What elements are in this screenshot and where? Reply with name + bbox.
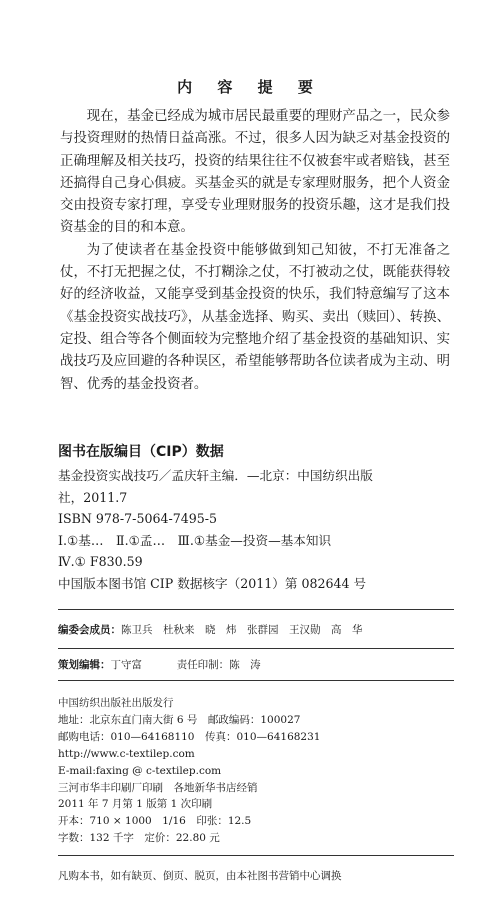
publisher-line: 三河市华丰印刷厂印刷 各地新华书店经销 xyxy=(58,781,258,794)
divider xyxy=(58,680,454,681)
planning-editor-name: 丁守富 xyxy=(110,659,142,671)
planning-editor-label: 策划编辑： xyxy=(58,659,111,671)
summary-paragraph: 为了使读者在基金投资中能够做到知己知彼，不打无准备之仗，不打无把握之仗，不打糊涂之仗，不打被动之仗，既能获得较好的经济收益，又能享受到基金投资的快乐，我们特意编写了这本《基金投资实战技巧》，从基金选择、购买、卖出（赎回）、转换、定投、组合等各个侧面较为完整地介绍了基金投资的基础知识、实战技巧及应回避的各种误区，希望能够帮助各位读者成为主动、明智、优秀的基金投资者。 xyxy=(60,242,450,392)
cip-line: Ⅰ.①基… Ⅱ.①孟… Ⅲ.①基金—投资—基本知识 xyxy=(58,532,332,548)
cip-block xyxy=(58,465,458,595)
publisher-line: http://www.c-textilep.com xyxy=(58,747,195,760)
cip-line: 中国版本图书馆 CIP 数据核字（2011）第 082644 号 xyxy=(58,575,367,591)
publisher-line: 字数：132 千字 定价：22.80 元 xyxy=(58,832,220,845)
summary-title: 内 容 提 要 xyxy=(177,78,323,96)
publisher-info xyxy=(58,695,454,847)
divider xyxy=(58,648,454,649)
divider xyxy=(58,609,454,610)
summary-text xyxy=(60,106,450,396)
summary-paragraph: 现在，基金已经成为城市居民最重要的理财产品之一，民众参与投资理财的热情日益高涨。不过，很多人因为缺乏对基金投资的正确理解及相关技巧，投资的结果往往不仅被套牢或者赔钱，甚至还搞得自己身心俱疲。买基金买的就是专家理财服务，把个人资金交由投资专家打理，享受专业理财服务的投资乐趣，这才是我们投资基金的目的和本意。 xyxy=(60,109,450,236)
cip-line: 社，2011.7 xyxy=(58,489,128,505)
cip-line: Ⅳ.① F830.59 xyxy=(58,554,143,570)
publisher-line: E-mail:faxing @ c-textilep.com xyxy=(58,764,222,777)
print-manager-name: 陈 涛 xyxy=(229,659,261,671)
publisher-line: 邮购电话：010—64168110 传真：010—64168231 xyxy=(58,730,321,743)
committee-line xyxy=(58,622,363,638)
publisher-line: 2011 年 7 月第 1 版第 1 次印刷 xyxy=(58,798,213,811)
publisher-line: 开本：710 × 1000 1/16 印张：12.5 xyxy=(58,815,252,828)
publisher-line: 中国纺织出版社出版发行 xyxy=(58,697,174,709)
committee-members: 陈卫兵 杜秋来 晓 炜 张群园 王汉勋 高 华 xyxy=(121,624,363,636)
editors-line xyxy=(58,657,261,673)
cip-heading: 图书在版编目（CIP）数据 xyxy=(58,444,224,460)
cip-line: 基金投资实战技巧／孟庆轩主编．—北京：中国纺织出版 xyxy=(58,468,373,483)
print-manager-label: 责任印制： xyxy=(176,659,230,671)
cip-line: ISBN 978-7-5064-7495-5 xyxy=(58,511,218,527)
divider xyxy=(58,855,454,856)
publisher-line: 地址：北京东直门南大街 6 号 邮政编码：100027 xyxy=(58,713,301,726)
committee-label: 编委会成员： xyxy=(58,624,121,636)
footer-notice: 凡购本书，如有缺页、倒页、脱页，由本社图书营销中心调换 xyxy=(58,870,342,882)
